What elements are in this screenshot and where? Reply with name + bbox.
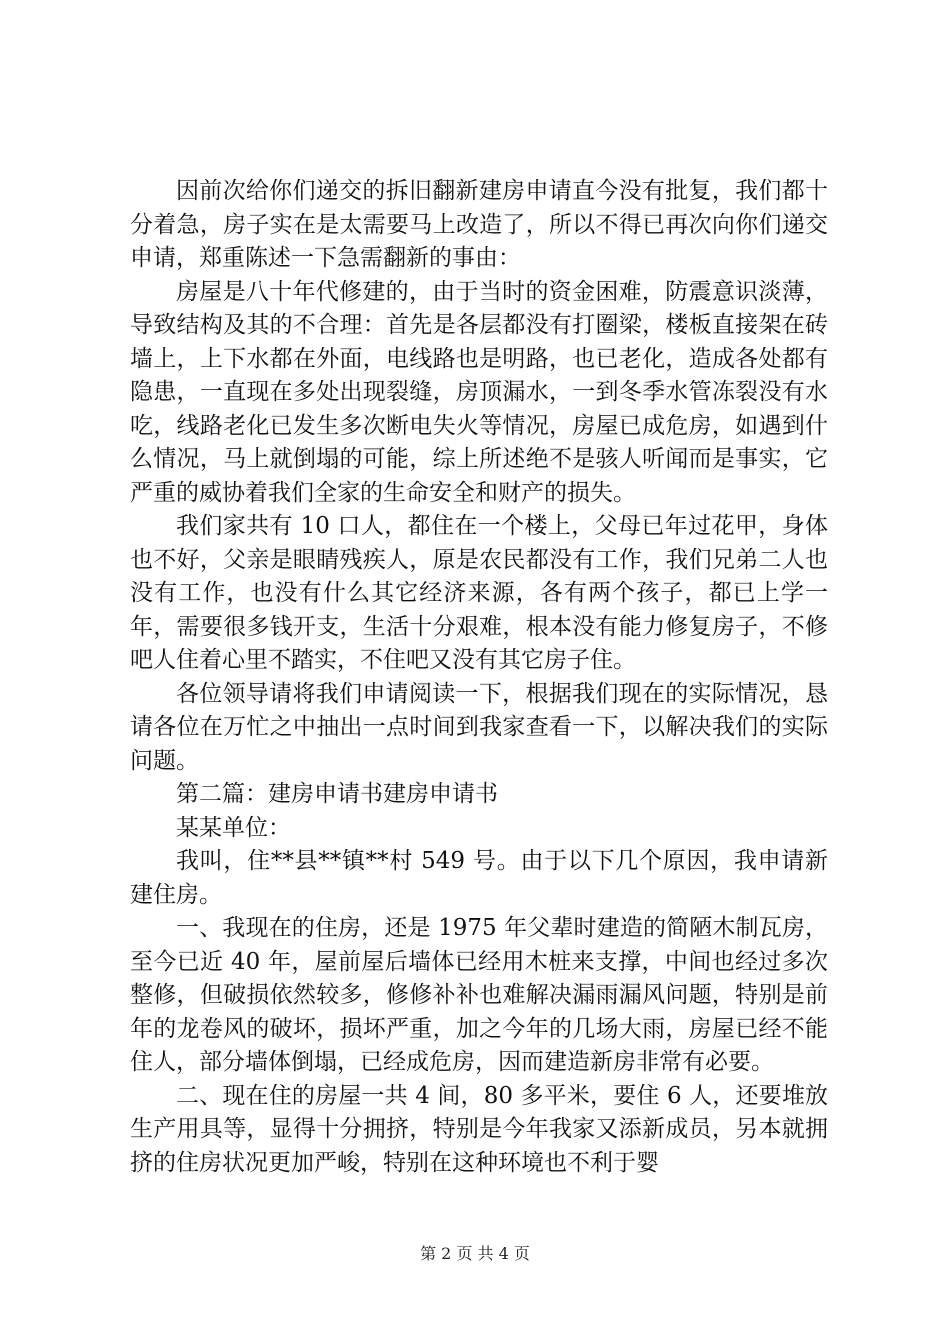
paragraph-7: 二、现在住的房屋一共 4 间，80 多平米，要住 6 人，还要堆放生产用具等，显得十分拥挤，特别是今年我家又添新成员，另本就拥挤的住房状况更加严峻，特别在这种环境也不利于婴 [130,1082,828,1176]
paragraph-3: 我们家共有 10 口人，都住在一个楼上，父母已年过花甲，身体也不好，父亲是眼睛残疾人，原是农民都没有工作，我们兄弟二人也没有工作，也没有什么其它经济来源，各有两个孩子，都已上学一年，需要很多钱开支，生活十分艰难，根本没有能力修复房子，不修吧人住着心里不踏实，不住吧又没有其它房子住。 [130,513,828,673]
paragraph-6: 一、我现在的住房，还是 1975 年父辈时建造的简陋木制瓦房，至今已近 40 年，屋前屋后墙体已经用木桩来支撑，中间也经过多次整修，但破损依然较多，修修补补也难解决漏雨漏风问题，特别是前年的龙卷风的破坏，损坏严重，加之今年的几场大雨，房屋已经不能住人，部分墙体倒塌，已经成危房，因而建造新房非常有必要。 [130,915,828,1075]
paragraph-1: 因前次给你们递交的拆旧翻新建房申请直今没有批复，我们都十分着急，房子实在是太需要马上改造了，所以不得已再次向你们递交申请，郑重陈述一下急需翻新的事由： [130,178,828,271]
document-body [130,175,828,1180]
paragraph-5: 我叫，住**县**镇**村 549 号。由于以下几个原因，我申请新建住房。 [130,848,828,908]
page-footer: 第 2 页 共 4 页 [420,1244,530,1263]
section-heading: 第二篇：建房申请书建房申请书 [176,781,498,807]
salutation: 某某单位： [176,814,291,841]
paragraph-4: 各位领导请将我们申请阅读一下，根据我们现在的实际情况，恳请各位在万忙之中抽出一点时间到我家查看一下，以解决我们的实际问题。 [130,680,828,774]
paragraph-2: 房屋是八十年代修建的，由于当时的资金困难，防震意识淡薄，导致结构及其的不合理：首先是各层都没有打圈梁，楼板直接架在砖墙上，上下水都在外面，电线路也是明路，也已老化，造成各处都有隐患，一直现在多处出现裂缝，房顶漏水，一到冬季水管冻裂没有水吃，线路老化已发生多次断电失火等情况，房屋已成危房，如遇到什么情况，马上就倒塌的可能，综上所述绝不是骇人听闻而是事实，它严重的威协着我们全家的生命安全和财产的损失。 [130,278,828,506]
